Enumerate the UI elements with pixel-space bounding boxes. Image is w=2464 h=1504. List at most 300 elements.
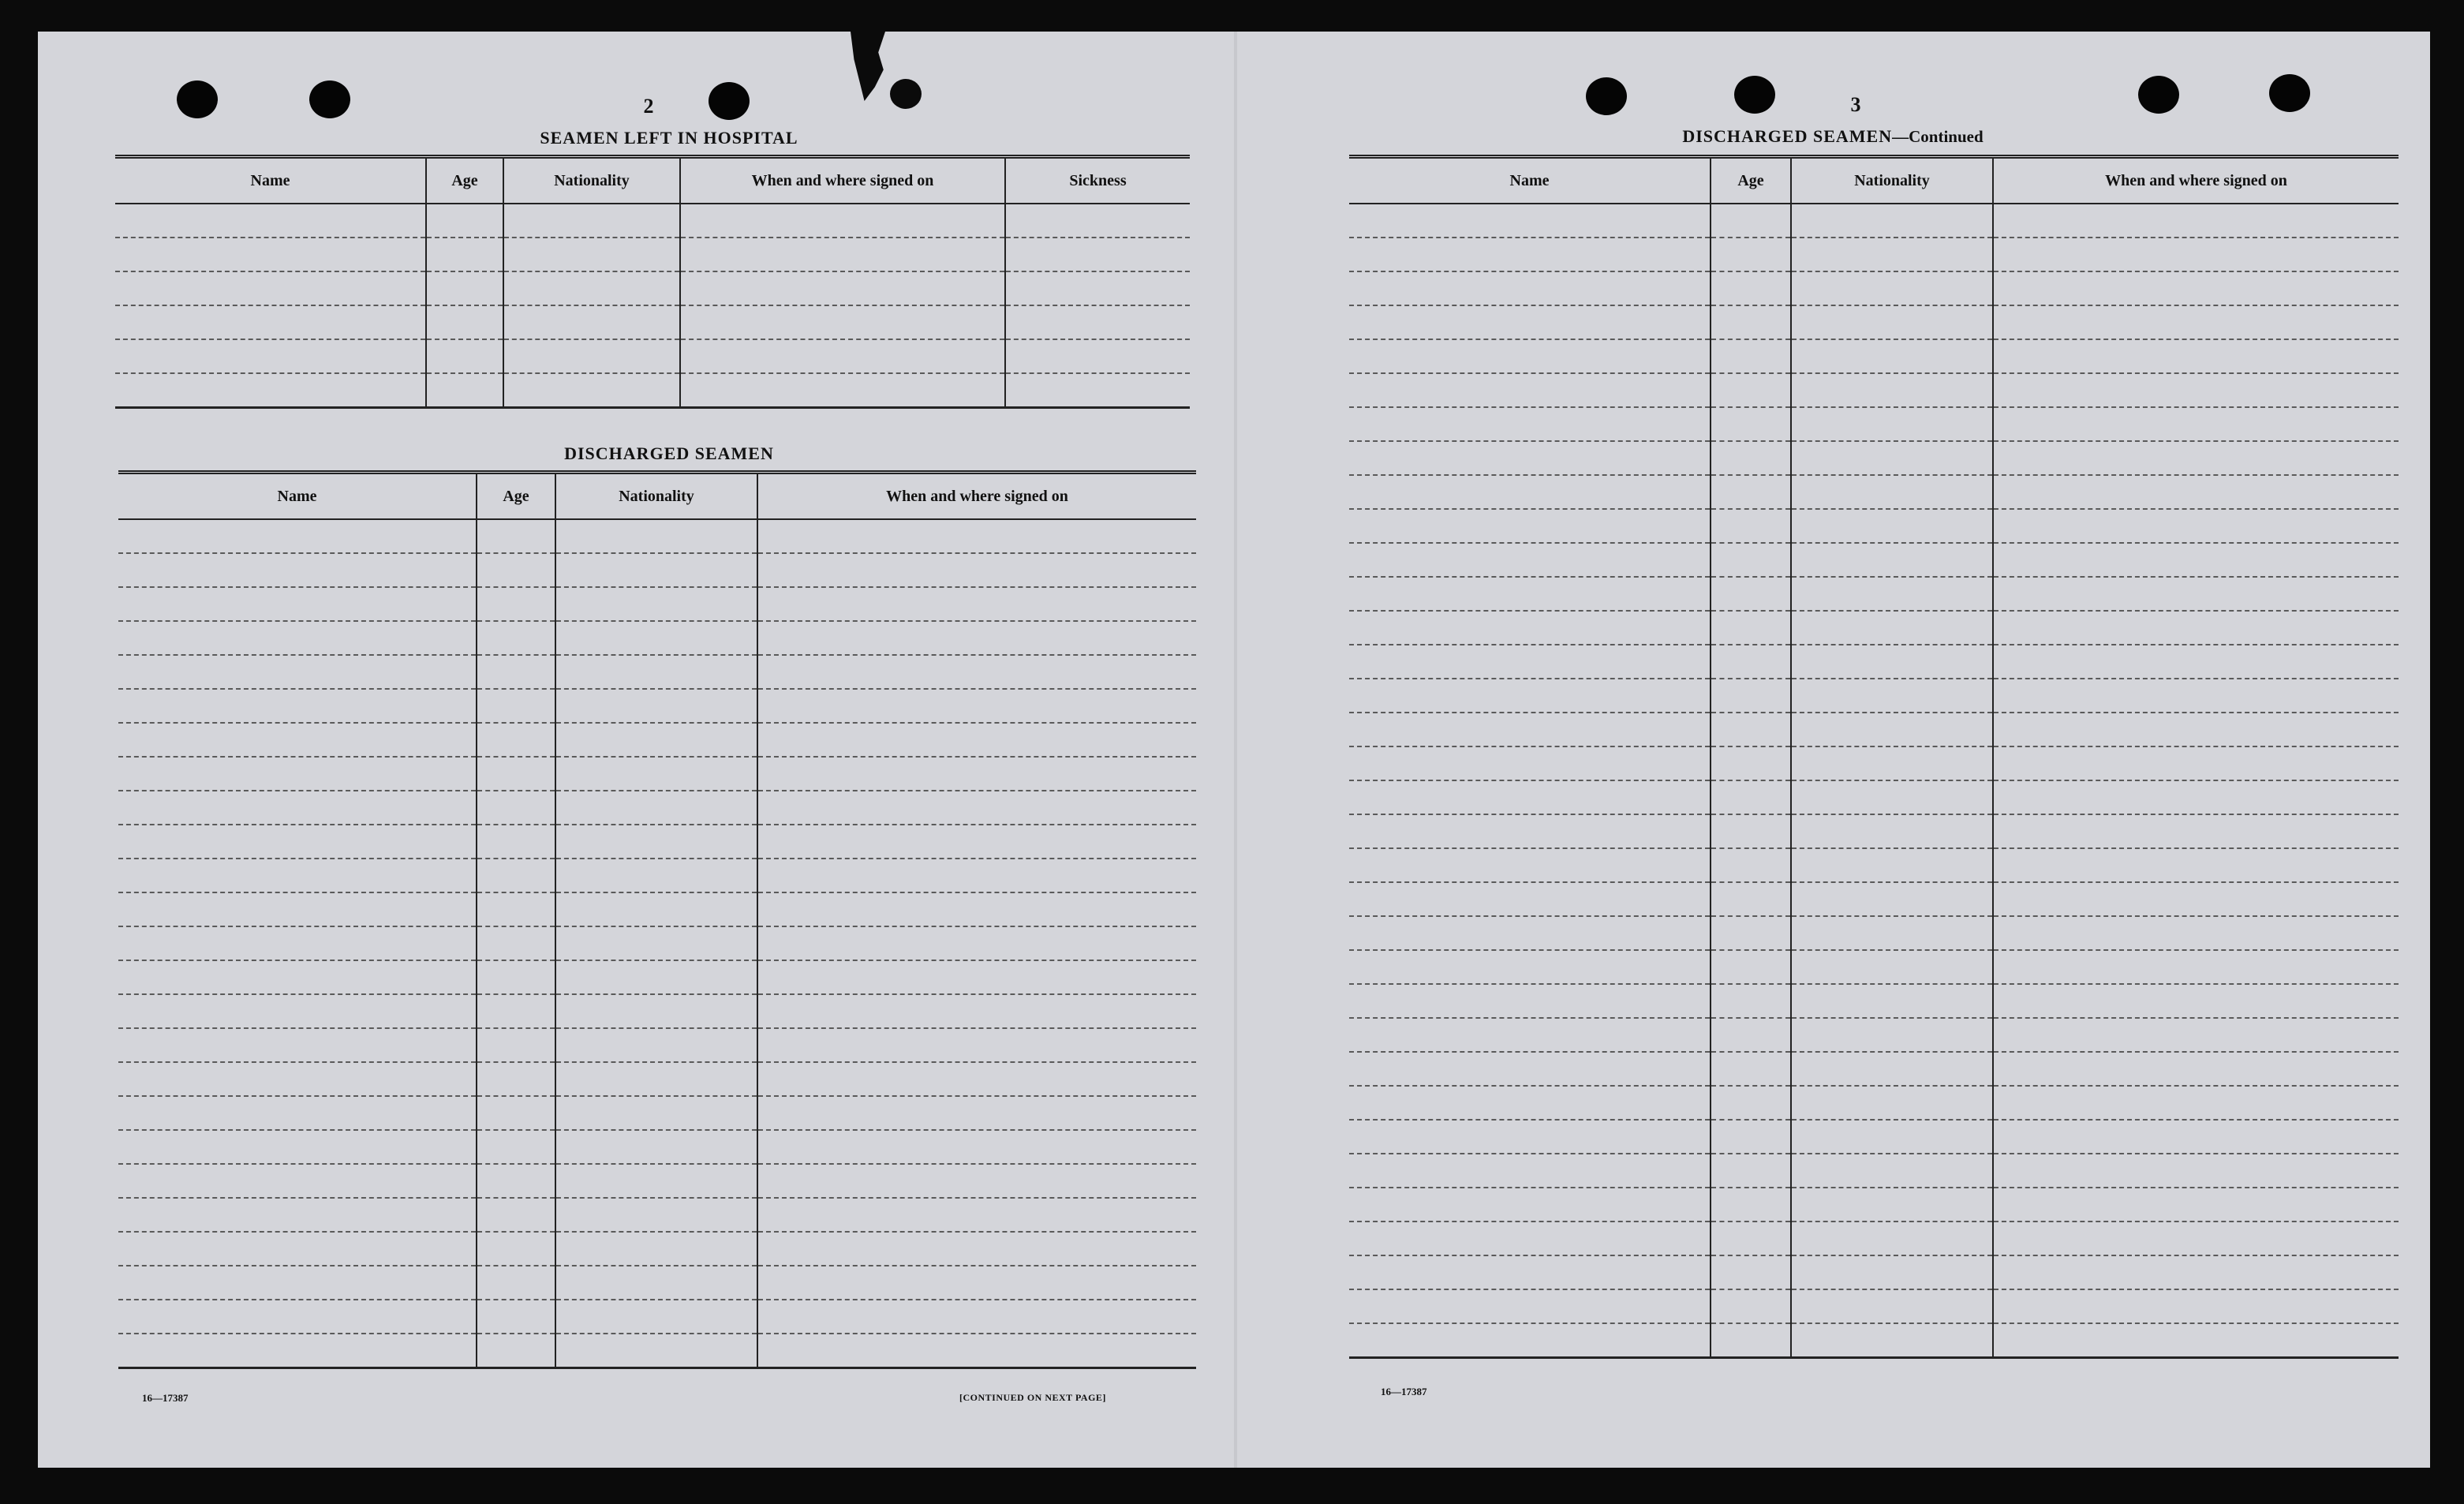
empty-cell (1711, 271, 1791, 305)
hospital-table (115, 155, 1190, 409)
empty-cell (1791, 1188, 1993, 1222)
table-row (118, 689, 1196, 723)
empty-cell (1993, 780, 2399, 814)
empty-cell (1791, 1018, 1993, 1052)
table-row (1349, 204, 2399, 238)
empty-cell (555, 519, 757, 553)
table-row (1349, 1154, 2399, 1188)
empty-cell (1349, 238, 1711, 271)
empty-cell (555, 689, 757, 723)
empty-cell (1993, 1323, 2399, 1358)
table-row (118, 723, 1196, 757)
table-row (1349, 305, 2399, 339)
continued-note: [CONTINUED ON NEXT PAGE] (959, 1392, 1106, 1403)
empty-cell (118, 553, 477, 587)
table-row (1349, 339, 2399, 373)
empty-cell (1993, 1188, 2399, 1222)
empty-cell (1349, 305, 1711, 339)
table-row (118, 1130, 1196, 1164)
empty-cell (1711, 611, 1791, 645)
empty-cell (118, 1062, 477, 1096)
empty-cell (1993, 543, 2399, 577)
empty-cell (555, 1164, 757, 1198)
empty-cell (477, 621, 555, 655)
empty-cell (426, 339, 503, 373)
empty-cell (477, 791, 555, 825)
table-row (1349, 814, 2399, 848)
empty-cell (680, 271, 1005, 305)
empty-cell (1791, 1255, 1993, 1289)
empty-cell (555, 1096, 757, 1130)
empty-cell (477, 1028, 555, 1062)
empty-cell (1711, 645, 1791, 679)
form-number: 16—17387 (1381, 1386, 1427, 1397)
table-row (118, 859, 1196, 892)
table-row (118, 1062, 1196, 1096)
column-header-age: Age (426, 157, 503, 204)
empty-cell (1791, 645, 1993, 679)
empty-cell (1349, 814, 1711, 848)
empty-cell (1711, 1052, 1791, 1086)
table-row (1349, 916, 2399, 950)
empty-cell (1349, 916, 1711, 950)
document-sheet (38, 32, 2430, 1468)
empty-cell (1005, 339, 1190, 373)
empty-cell (115, 339, 426, 373)
empty-cell (477, 1266, 555, 1300)
empty-cell (118, 757, 477, 791)
empty-cell (1791, 679, 1993, 713)
table-row (1349, 746, 2399, 780)
discharged-table (118, 470, 1196, 1369)
empty-cell (1711, 1188, 1791, 1222)
table-row (118, 587, 1196, 621)
empty-cell (426, 271, 503, 305)
table-row (1349, 1052, 2399, 1086)
empty-cell (1791, 407, 1993, 441)
empty-cell (1791, 577, 1993, 611)
table-row (1349, 713, 2399, 746)
empty-cell (118, 994, 477, 1028)
table-row (118, 655, 1196, 689)
empty-cell (1711, 1086, 1791, 1120)
table-row (1349, 577, 2399, 611)
empty-cell (555, 960, 757, 994)
table-row (118, 1232, 1196, 1266)
empty-cell (757, 1198, 1196, 1232)
section-title-hospital: SEAMEN LEFT IN HOSPITAL (540, 128, 798, 148)
empty-cell (1993, 814, 2399, 848)
table-row (1349, 1255, 2399, 1289)
table-row (1349, 645, 2399, 679)
section-title-discharged-continued (1316, 126, 2350, 147)
empty-cell (555, 1334, 757, 1368)
column-header-age: Age (477, 473, 555, 520)
empty-cell (1711, 1323, 1791, 1358)
empty-cell (118, 859, 477, 892)
table-row (118, 994, 1196, 1028)
table-row (118, 892, 1196, 926)
page-number: 2 (643, 95, 654, 118)
empty-cell (1711, 848, 1791, 882)
empty-cell (680, 373, 1005, 408)
punch-hole (1586, 77, 1627, 115)
punch-hole (177, 80, 218, 118)
empty-cell (1791, 1289, 1993, 1323)
empty-cell (118, 1198, 477, 1232)
column-header-when-and-where-signed-on: When and where signed on (757, 473, 1196, 520)
empty-cell (1711, 814, 1791, 848)
empty-cell (477, 825, 555, 859)
empty-cell (1349, 577, 1711, 611)
table-row (1349, 373, 2399, 407)
table-row (1349, 1289, 2399, 1323)
empty-cell (757, 1130, 1196, 1164)
empty-cell (555, 655, 757, 689)
table-row (118, 621, 1196, 655)
empty-cell (1993, 373, 2399, 407)
empty-cell (477, 1198, 555, 1232)
empty-cell (1349, 1052, 1711, 1086)
empty-cell (1711, 984, 1791, 1018)
empty-cell (1791, 509, 1993, 543)
table-row (118, 1198, 1196, 1232)
empty-cell (1791, 1323, 1993, 1358)
empty-cell (1349, 509, 1711, 543)
empty-cell (477, 859, 555, 892)
empty-cell (477, 655, 555, 689)
empty-cell (1993, 1154, 2399, 1188)
empty-cell (477, 892, 555, 926)
empty-cell (1791, 1120, 1993, 1154)
empty-cell (477, 519, 555, 553)
table-row (1349, 984, 2399, 1018)
empty-cell (503, 339, 680, 373)
empty-cell (757, 960, 1196, 994)
empty-cell (757, 1300, 1196, 1334)
empty-cell (555, 757, 757, 791)
empty-cell (118, 791, 477, 825)
empty-cell (1791, 1086, 1993, 1120)
table-row (1349, 1188, 2399, 1222)
empty-cell (555, 1198, 757, 1232)
empty-cell (1711, 305, 1791, 339)
column-header-nationality: Nationality (555, 473, 757, 520)
table-row (118, 1266, 1196, 1300)
column-header-name: Name (118, 473, 477, 520)
table-row (1349, 475, 2399, 509)
empty-cell (757, 1164, 1196, 1198)
empty-cell (503, 238, 680, 271)
empty-cell (426, 373, 503, 408)
empty-cell (118, 926, 477, 960)
column-header-nationality: Nationality (1791, 157, 1993, 204)
empty-cell (118, 1266, 477, 1300)
empty-cell (1711, 746, 1791, 780)
punch-hole (2138, 76, 2179, 114)
empty-cell (426, 305, 503, 339)
empty-cell (118, 723, 477, 757)
table-row (115, 339, 1190, 373)
empty-cell (118, 1232, 477, 1266)
table-row (1349, 1222, 2399, 1255)
empty-cell (757, 553, 1196, 587)
empty-cell (426, 204, 503, 238)
empty-cell (1711, 713, 1791, 746)
empty-cell (1711, 577, 1791, 611)
empty-cell (1993, 238, 2399, 271)
empty-cell (1993, 305, 2399, 339)
table-row (1349, 407, 2399, 441)
table-row (118, 825, 1196, 859)
empty-cell (1791, 746, 1993, 780)
empty-cell (555, 1130, 757, 1164)
table-row (118, 1096, 1196, 1130)
empty-cell (1791, 204, 1993, 238)
empty-cell (757, 791, 1196, 825)
table-row (118, 519, 1196, 553)
empty-cell (1993, 882, 2399, 916)
empty-cell (1791, 916, 1993, 950)
empty-cell (757, 723, 1196, 757)
table-row (1349, 848, 2399, 882)
table-row (118, 960, 1196, 994)
left-page (38, 32, 1237, 1468)
empty-cell (1349, 1289, 1711, 1323)
empty-cell (1993, 475, 2399, 509)
table-row (115, 373, 1190, 408)
empty-cell (1993, 916, 2399, 950)
empty-cell (1791, 950, 1993, 984)
table-row (118, 1164, 1196, 1198)
empty-cell (757, 757, 1196, 791)
empty-cell (118, 1028, 477, 1062)
empty-cell (118, 825, 477, 859)
empty-cell (555, 926, 757, 960)
empty-cell (757, 587, 1196, 621)
column-header-when-and-where-signed-on: When and where signed on (680, 157, 1005, 204)
empty-cell (1349, 984, 1711, 1018)
empty-cell (757, 1232, 1196, 1266)
table-row (1349, 679, 2399, 713)
empty-cell (118, 1300, 477, 1334)
empty-cell (757, 1028, 1196, 1062)
empty-cell (1993, 1255, 2399, 1289)
empty-cell (1349, 1120, 1711, 1154)
empty-cell (1349, 1188, 1711, 1222)
empty-cell (1791, 713, 1993, 746)
empty-cell (1993, 339, 2399, 373)
empty-cell (118, 655, 477, 689)
empty-cell (1993, 713, 2399, 746)
empty-cell (680, 339, 1005, 373)
table-row (118, 553, 1196, 587)
empty-cell (1349, 713, 1711, 746)
table-row (1349, 509, 2399, 543)
empty-cell (1993, 645, 2399, 679)
empty-cell (1791, 543, 1993, 577)
empty-cell (757, 926, 1196, 960)
empty-cell (757, 1334, 1196, 1368)
empty-cell (1711, 509, 1791, 543)
empty-cell (118, 892, 477, 926)
empty-cell (1791, 441, 1993, 475)
empty-cell (1349, 271, 1711, 305)
empty-cell (555, 825, 757, 859)
empty-cell (1993, 848, 2399, 882)
empty-cell (1711, 1289, 1791, 1323)
table-row (118, 1300, 1196, 1334)
empty-cell (1993, 1222, 2399, 1255)
empty-cell (555, 1028, 757, 1062)
empty-cell (1993, 679, 2399, 713)
empty-cell (477, 553, 555, 587)
empty-cell (1791, 1222, 1993, 1255)
table-row (1349, 271, 2399, 305)
empty-cell (757, 1096, 1196, 1130)
empty-cell (1349, 339, 1711, 373)
empty-cell (1791, 848, 1993, 882)
empty-cell (1005, 373, 1190, 408)
column-header-name: Name (115, 157, 426, 204)
empty-cell (1349, 746, 1711, 780)
empty-cell (1993, 1289, 2399, 1323)
empty-cell (757, 1062, 1196, 1096)
empty-cell (1993, 1086, 2399, 1120)
empty-cell (555, 553, 757, 587)
empty-cell (1711, 339, 1791, 373)
empty-cell (118, 1334, 477, 1368)
empty-cell (1711, 475, 1791, 509)
table-row (1349, 1323, 2399, 1358)
empty-cell (757, 825, 1196, 859)
empty-cell (1711, 238, 1791, 271)
empty-cell (1791, 780, 1993, 814)
table-row (118, 1334, 1196, 1368)
empty-cell (555, 1300, 757, 1334)
table-row (1349, 543, 2399, 577)
empty-cell (477, 587, 555, 621)
empty-cell (1791, 984, 1993, 1018)
table-row (1349, 238, 2399, 271)
empty-cell (1349, 780, 1711, 814)
empty-cell (118, 1164, 477, 1198)
empty-cell (477, 960, 555, 994)
column-header-age: Age (1711, 157, 1791, 204)
empty-cell (1005, 305, 1190, 339)
continued-discharged-table (1349, 155, 2399, 1359)
empty-cell (1349, 475, 1711, 509)
empty-cell (118, 1130, 477, 1164)
empty-cell (1349, 645, 1711, 679)
table-row (1349, 441, 2399, 475)
empty-cell (757, 621, 1196, 655)
empty-cell (1349, 373, 1711, 407)
column-header-sickness: Sickness (1005, 157, 1190, 204)
empty-cell (1349, 848, 1711, 882)
table-row (118, 791, 1196, 825)
empty-cell (1791, 271, 1993, 305)
empty-cell (118, 519, 477, 553)
punch-hole (709, 82, 750, 120)
empty-cell (1993, 577, 2399, 611)
empty-cell (1005, 271, 1190, 305)
empty-cell (1993, 271, 2399, 305)
column-header-name: Name (1349, 157, 1711, 204)
column-header-nationality: Nationality (503, 157, 680, 204)
empty-cell (477, 1062, 555, 1096)
empty-cell (118, 587, 477, 621)
table-row (1349, 1120, 2399, 1154)
empty-cell (477, 1334, 555, 1368)
empty-cell (1993, 1052, 2399, 1086)
empty-cell (1349, 1018, 1711, 1052)
empty-cell (503, 204, 680, 238)
empty-cell (118, 960, 477, 994)
table-row (118, 1028, 1196, 1062)
empty-cell (1791, 305, 1993, 339)
table-row (115, 204, 1190, 238)
punch-hole (2269, 74, 2310, 112)
empty-cell (1349, 1086, 1711, 1120)
empty-cell (477, 926, 555, 960)
empty-cell (1349, 679, 1711, 713)
form-number: 16—17387 (142, 1392, 189, 1404)
empty-cell (1993, 204, 2399, 238)
empty-cell (1005, 238, 1190, 271)
empty-cell (1993, 1120, 2399, 1154)
empty-cell (1993, 407, 2399, 441)
empty-cell (555, 791, 757, 825)
empty-cell (757, 859, 1196, 892)
empty-cell (1711, 679, 1791, 713)
empty-cell (1711, 1255, 1791, 1289)
empty-cell (757, 994, 1196, 1028)
section-title-discharged: DISCHARGED SEAMEN (564, 443, 774, 463)
right-page (1237, 32, 2430, 1468)
empty-cell (1993, 984, 2399, 1018)
empty-cell (1349, 1222, 1711, 1255)
empty-cell (1791, 475, 1993, 509)
empty-cell (1711, 1154, 1791, 1188)
empty-cell (680, 305, 1005, 339)
empty-cell (1711, 373, 1791, 407)
empty-cell (477, 1164, 555, 1198)
empty-cell (1791, 1052, 1993, 1086)
empty-cell (1711, 407, 1791, 441)
empty-cell (1349, 1323, 1711, 1358)
table-row (1349, 950, 2399, 984)
empty-cell (477, 994, 555, 1028)
empty-cell (118, 689, 477, 723)
empty-cell (477, 723, 555, 757)
empty-cell (115, 271, 426, 305)
table-row (118, 757, 1196, 791)
empty-cell (1791, 814, 1993, 848)
empty-cell (1993, 746, 2399, 780)
empty-cell (1711, 780, 1791, 814)
empty-cell (1349, 543, 1711, 577)
empty-cell (118, 1096, 477, 1130)
empty-cell (1791, 882, 1993, 916)
empty-cell (757, 519, 1196, 553)
empty-cell (555, 994, 757, 1028)
empty-cell (1349, 1255, 1711, 1289)
empty-cell (757, 689, 1196, 723)
empty-cell (477, 1300, 555, 1334)
table-row (1349, 1018, 2399, 1052)
empty-cell (555, 892, 757, 926)
